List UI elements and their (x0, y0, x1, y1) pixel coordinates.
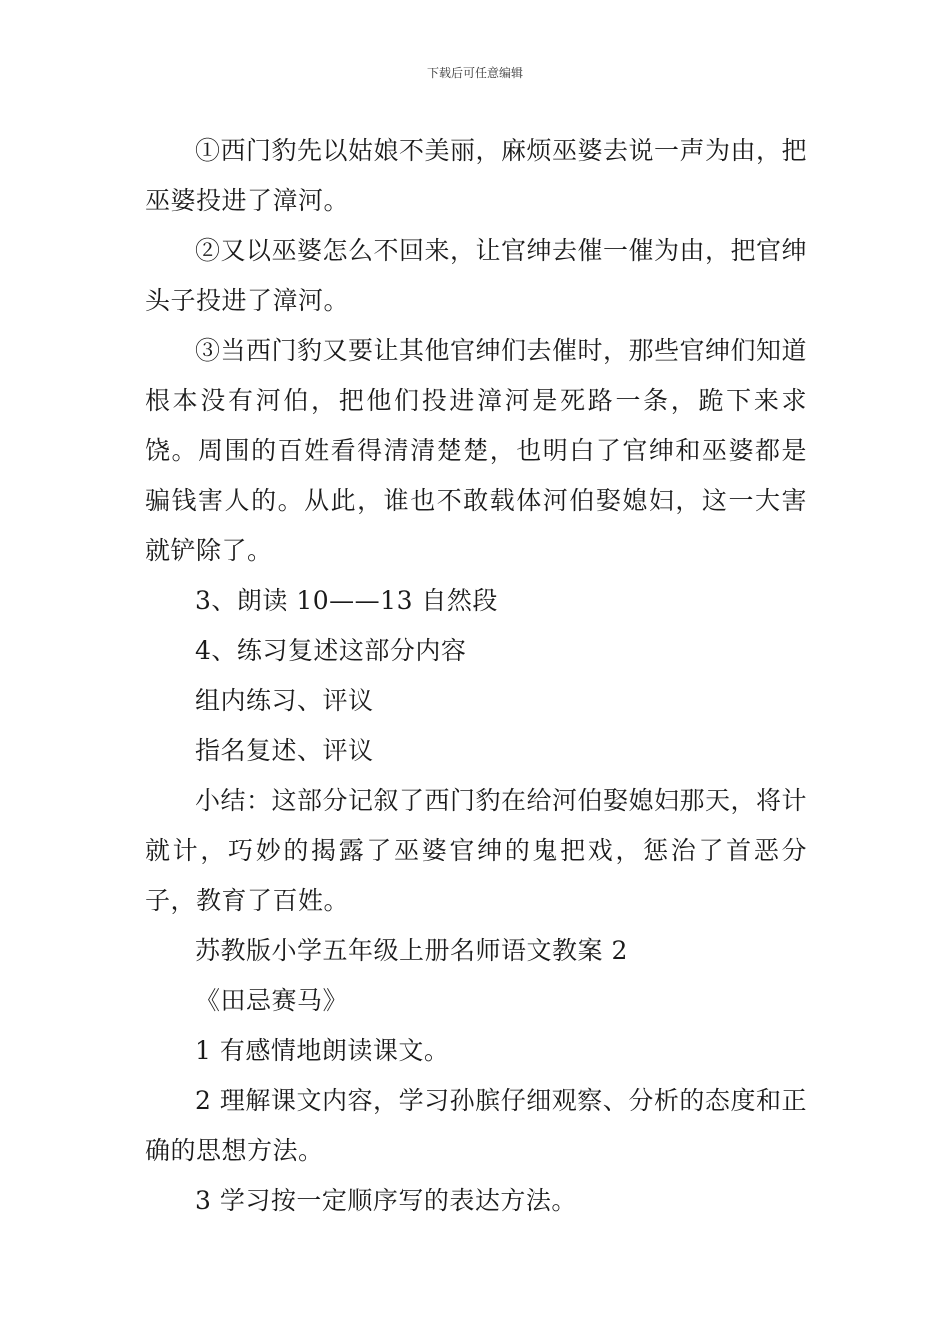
section-heading: 苏教版小学五年级上册名师语文教案 2 (195, 936, 628, 965)
paragraph-named-retell: 指名复述、评议 (195, 736, 374, 765)
objective-2: 2 理解课文内容，学习孙膑仔细观察、分析的态度和正确的思想方法。 (145, 1086, 807, 1165)
objective-3: 3 学习按一定顺序写的表达方法。 (195, 1186, 577, 1215)
document-body (145, 126, 807, 1226)
paragraph-retell-practice: 4、练习复述这部分内容 (195, 636, 467, 665)
paragraph-step-2: ②又以巫婆怎么不回来，让官绅去催一催为由，把官绅头子投进了漳河。 (145, 236, 808, 315)
page-header-note: 下载后可任意编辑 (426, 66, 523, 80)
paragraph-read-aloud: 3、朗读 10——13 自然段 (195, 586, 498, 615)
paragraph-step-3: ③当西门豹又要让其他官绅们去催时，那些官绅们知道根本没有河伯，把他们投进漳河是死路一条，跪下来求饶。周围的百姓看得清清楚楚，也明白了官绅和巫婆都是骗钱害人的。从此，谁也不敢载体河伯娶媳妇，这一大害就铲除了。 (145, 336, 808, 565)
paragraph-summary: 小结：这部分记叙了西门豹在给河伯娶媳妇那天，将计就计，巧妙的揭露了巫婆官绅的鬼把戏，惩治了首恶分子，教育了百姓。 (145, 786, 808, 915)
objective-1: 1 有感情地朗读课文。 (195, 1036, 450, 1065)
lesson-title: 《田忌赛马》 (195, 986, 349, 1015)
paragraph-step-1: ①西门豹先以姑娘不美丽，麻烦巫婆去说一声为由，把巫婆投进了漳河。 (145, 136, 808, 215)
paragraph-group-practice: 组内练习、评议 (195, 686, 374, 715)
